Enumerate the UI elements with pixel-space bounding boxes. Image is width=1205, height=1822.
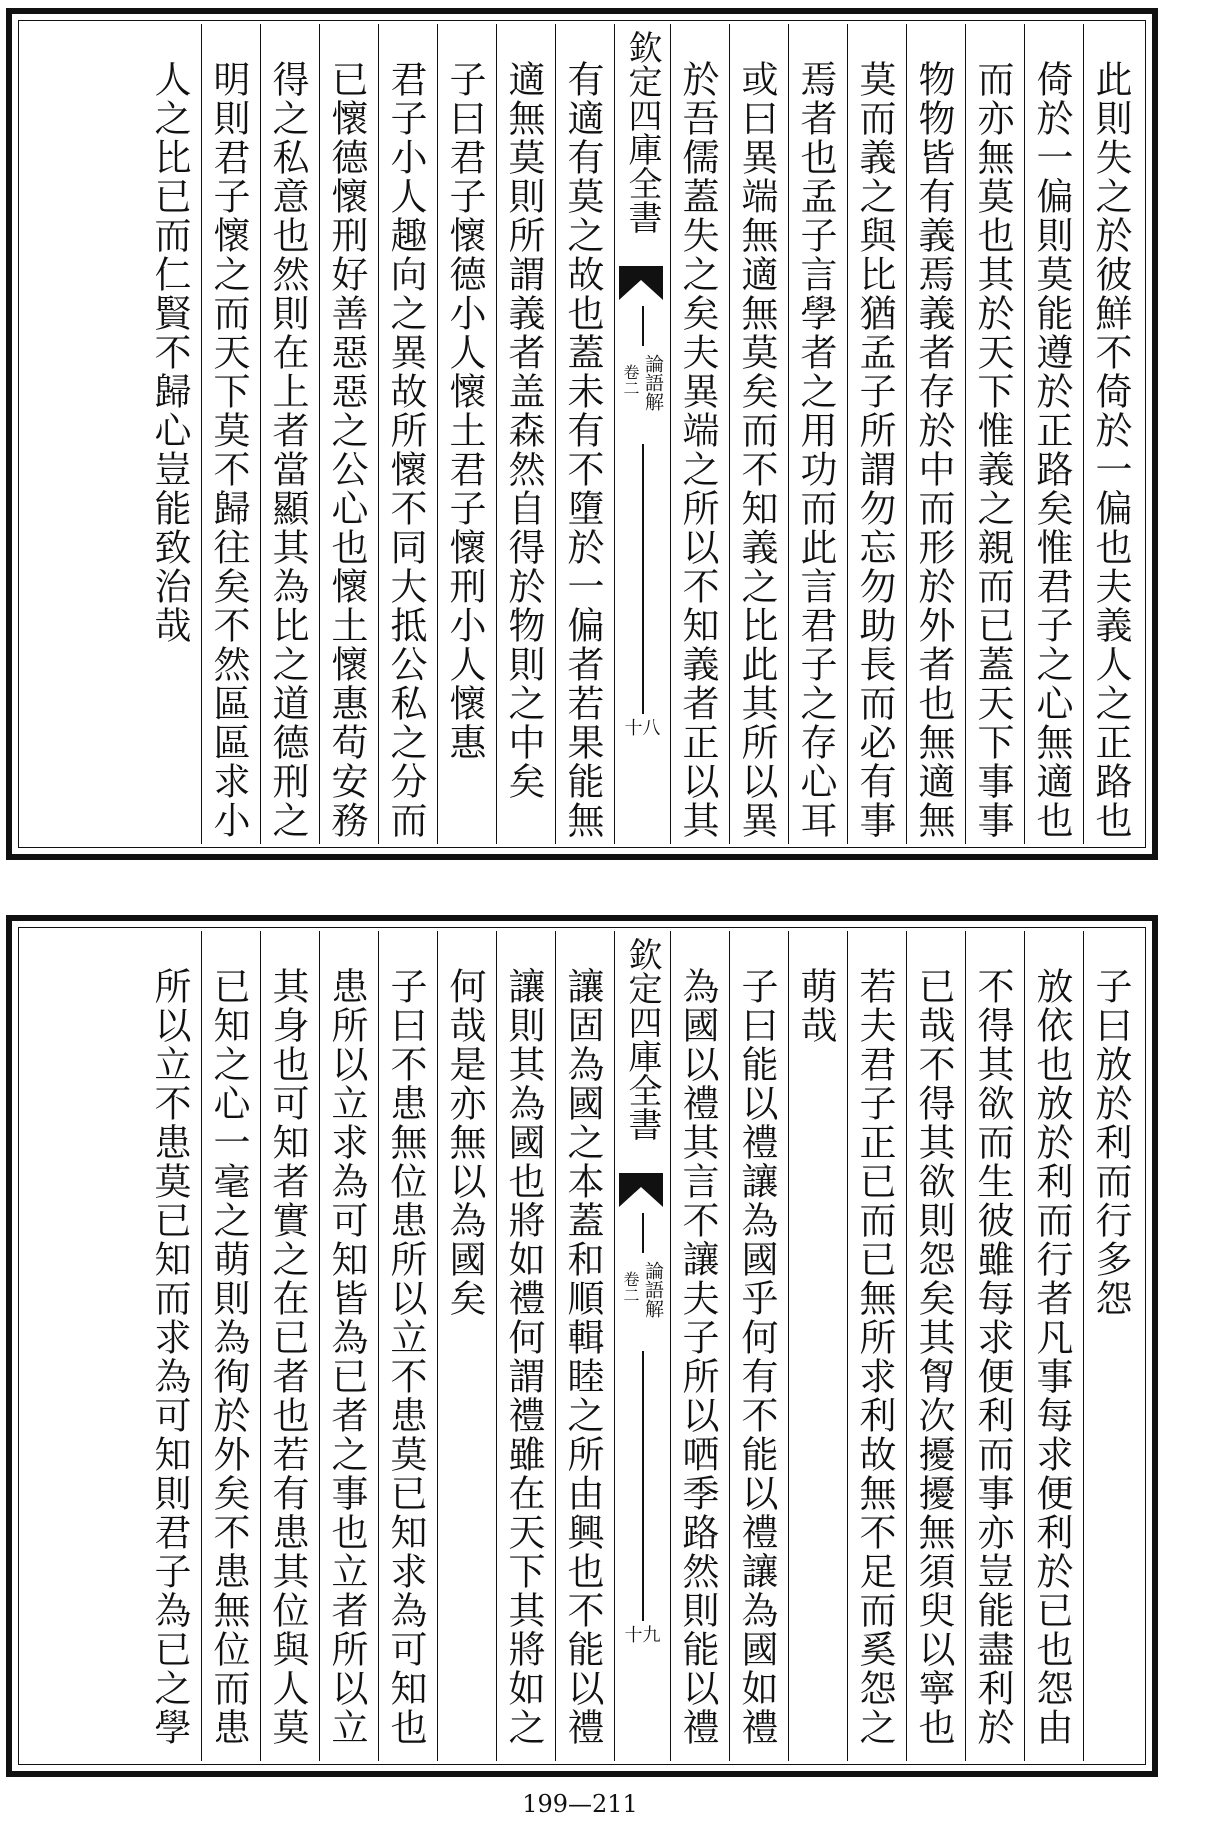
page-reference: 199—211 (522, 1790, 638, 1818)
lower-page (6, 915, 1158, 1777)
fish-tail-mark-icon (619, 266, 663, 300)
library-title: 欽定四庫全書 (622, 937, 662, 1141)
center-fold (614, 24, 670, 844)
text-column: 何哉是亦無以為國矣 (437, 931, 496, 1761)
text-column: 萌哉 (788, 931, 847, 1761)
upper-page-columns (22, 24, 1142, 844)
text-column: 患所以立求為可知皆為已者之事也立者所以立 (319, 931, 378, 1761)
fish-tail-mark-icon (619, 1173, 663, 1207)
upper-page (6, 8, 1158, 860)
text-column: 莫而義之與比猶孟子所謂勿忘勿助長而必有事 (847, 24, 906, 844)
text-column: 或曰異端無適無莫矣而不知義之比此其所以異 (729, 24, 788, 844)
text-column: 倚於一偏則莫能遵於正路矣惟君子之心無適也 (1024, 24, 1083, 844)
text-column: 此則失之於彼鮮不倚於一偏也夫義人之正路也 (1083, 24, 1142, 844)
leaf-number: 十八 (624, 718, 661, 739)
text-column: 若夫君子正已而已無所求利故無不足而奚怨之 (847, 931, 906, 1761)
text-column: 適無莫則所謂義者盖森然自得於物則之中矣 (496, 24, 555, 844)
volume-label: 卷二 (621, 364, 640, 396)
text-column: 讓固為國之本蓋和順輯睦之所由興也不能以禮 (555, 931, 614, 1761)
text-column: 子曰君子懷德小人懷土君子懷刑小人懷惠 (437, 24, 496, 844)
text-column: 其身也可知者實之在已者也若有患其位與人莫 (260, 931, 319, 1761)
text-column: 不得其欲而生彼雖每求便利而事亦豈能盡利於 (965, 931, 1024, 1761)
text-column: 子曰放於利而行多怨 (1083, 931, 1142, 1761)
text-column: 明則君子懷之而天下莫不歸往矣不然區區求小 (201, 24, 260, 844)
text-column: 讓則其為國也將如禮何謂禮雖在天下其將如之 (496, 931, 555, 1761)
text-column: 所以立不患莫已知而求為可知則君子為已之學 (148, 967, 191, 1747)
leaf-number: 十九 (624, 1625, 661, 1646)
book-title: 論語解 (642, 1261, 664, 1318)
lower-page-columns (22, 931, 1142, 1761)
volume-label: 卷二 (621, 1271, 640, 1303)
text-column: 於吾儒蓋失之矣夫異端之所以不知義者正以其 (670, 24, 729, 844)
text-column: 已哉不得其欲則怨矣其胷次擾擾無須臾以寧也 (906, 931, 965, 1761)
text-column: 為國以禮其言不讓夫子所以哂季路然則能以禮 (670, 931, 729, 1761)
text-column: 放依也放於利而行者凡事每求便利於已也怨由 (1024, 931, 1083, 1761)
text-column: 物物皆有義焉義者存於中而形於外者也無適無 (906, 24, 965, 844)
book-title: 論語解 (642, 354, 664, 411)
text-column: 有適有莫之故也蓋未有不墮於一偏者若果能無 (555, 24, 614, 844)
text-column: 人之比已而仁賢不歸心豈能致治哉 (148, 60, 191, 645)
text-column: 而亦無莫也其於天下惟義之親而已蓋天下事事 (965, 24, 1024, 844)
text-column: 已懷德懷刑好善惡惡之公心也懷土懷惠苟安務 (319, 24, 378, 844)
text-column: 子曰不患無位患所以立不患莫已知求為可知也 (378, 931, 437, 1761)
text-column: 得之私意也然則在上者當顯其為比之道德刑之 (260, 24, 319, 844)
text-column: 君子小人趣向之異故所懷不同大抵公私之分而 (378, 24, 437, 844)
center-fold (614, 931, 670, 1761)
text-column: 焉者也孟子言學者之用功而此言君子之存心耳 (788, 24, 847, 844)
library-title: 欽定四庫全書 (622, 30, 662, 234)
text-column: 已知之心一毫之萌則為徇於外矣不患無位而患 (201, 931, 260, 1761)
text-column: 子曰能以禮讓為國乎何有不能以禮讓為國如禮 (729, 931, 788, 1761)
